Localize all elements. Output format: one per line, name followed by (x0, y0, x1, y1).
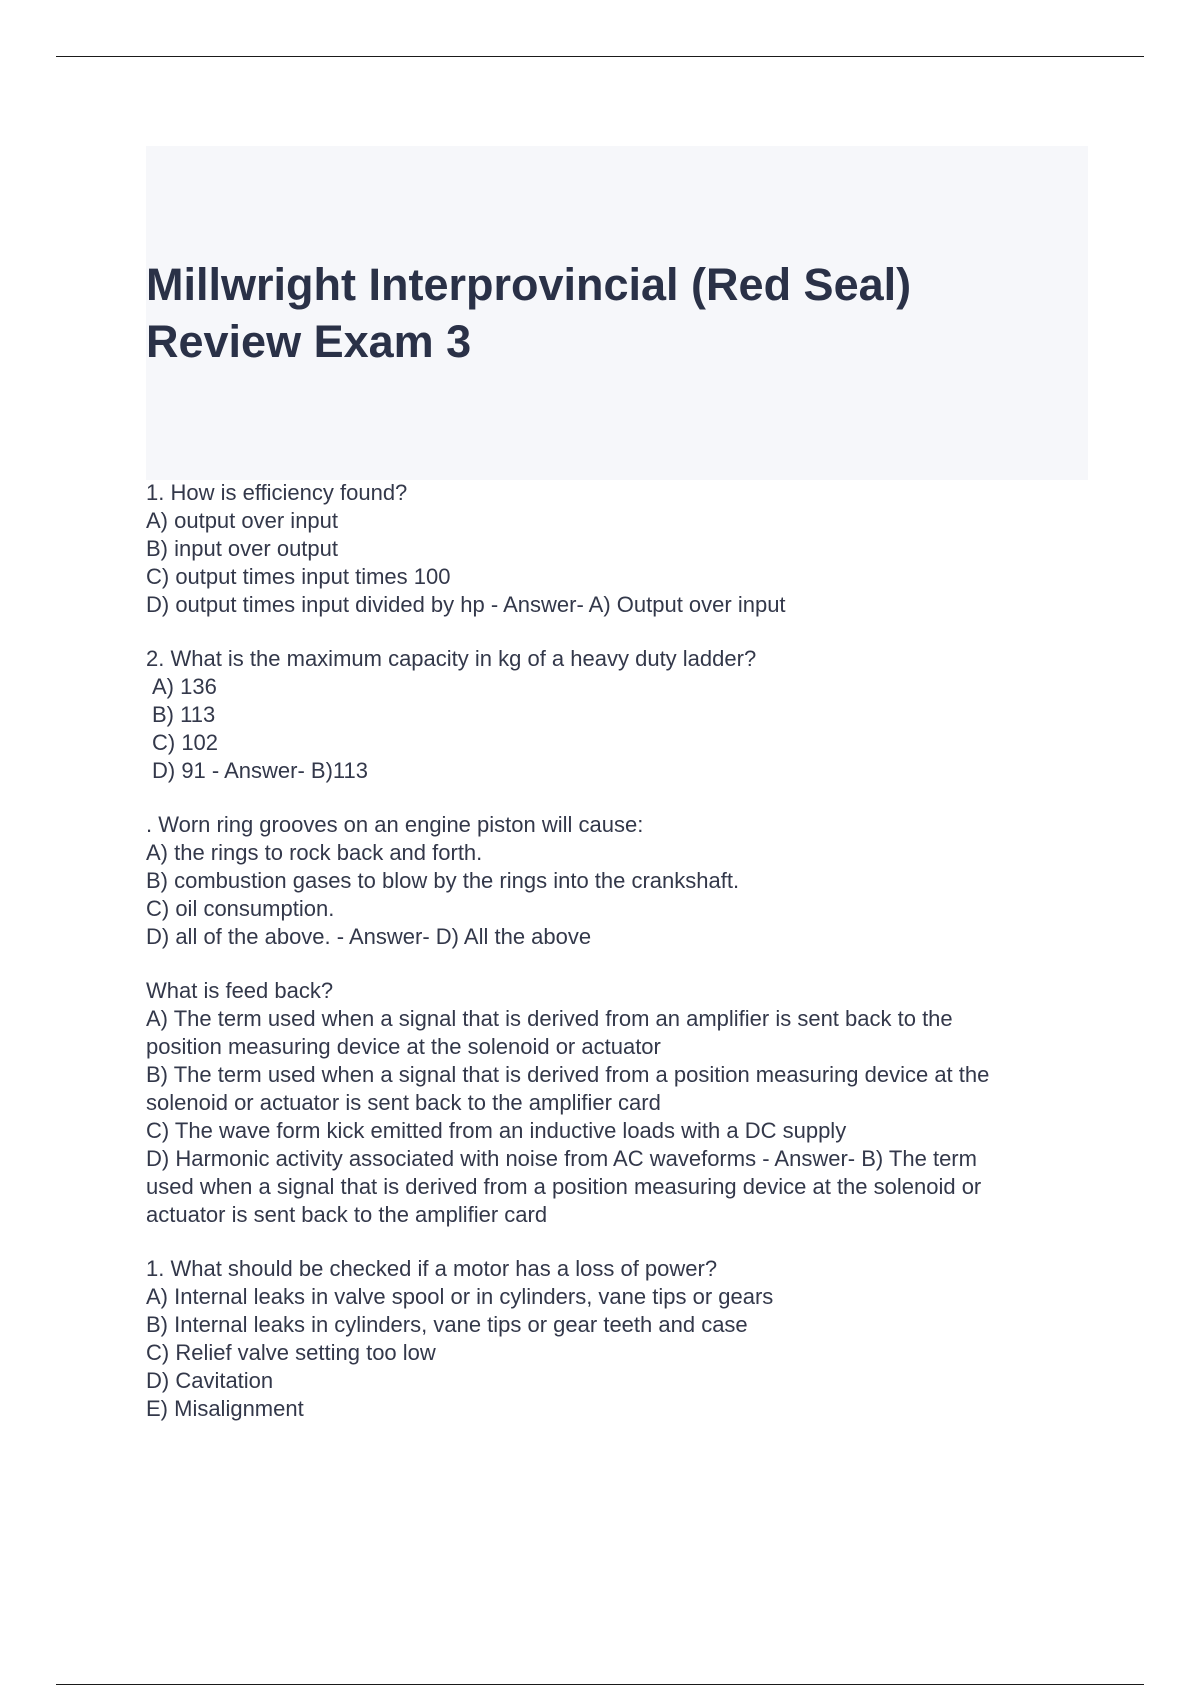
document-title-line-1: Millwright Interprovincial (Red Seal) (146, 259, 912, 310)
document-title (146, 256, 1046, 370)
question-text: 2. What is the maximum capacity in kg of a heavy duty ladder? (146, 646, 757, 671)
question-text: . Worn ring grooves on an engine piston will cause: (146, 812, 644, 837)
question-list (146, 479, 1086, 1449)
answer-option: E) Misalignment (146, 1396, 304, 1421)
answer-option-continued: position measuring device at the solenoid or actuator (146, 1034, 661, 1059)
answer-option: A) the rings to rock back and forth. (146, 840, 483, 865)
header-rule (56, 56, 1144, 57)
answer-option: C) Relief valve setting too low (146, 1340, 436, 1365)
answer-option-continued: actuator is sent back to the amplifier card (146, 1202, 548, 1227)
question-block (146, 977, 1086, 1229)
answer-option: D) 91 - Answer- B)113 (152, 758, 369, 783)
answer-option: B) combustion gases to blow by the rings into the crankshaft. (146, 868, 740, 893)
answer-option: A) 136 (152, 674, 217, 699)
answer-option: A) Internal leaks in valve spool or in cylinders, vane tips or gears (146, 1284, 774, 1309)
answer-option: B) Internal leaks in cylinders, vane tips or gear teeth and case (146, 1312, 748, 1337)
answer-option-continued: solenoid or actuator is sent back to the amplifier card (146, 1090, 661, 1115)
answer-option: D) output times input divided by hp - Answer- A) Output over input (146, 592, 786, 617)
footer-rule (56, 1684, 1144, 1685)
answer-option: B) 113 (152, 702, 216, 727)
answer-option: C) 102 (152, 730, 219, 755)
answer-option: A) output over input (146, 508, 339, 533)
document-title-line-2: Review Exam 3 (146, 316, 472, 367)
question-block (146, 811, 1086, 951)
answer-option: B) input over output (146, 536, 339, 561)
answer-option: A) The term used when a signal that is derived from an amplifier is sent back to the (146, 1006, 953, 1031)
answer-option: B) The term used when a signal that is derived from a position measuring device at the (146, 1062, 990, 1087)
answer-option: C) The wave form kick emitted from an inductive loads with a DC supply (146, 1118, 847, 1143)
question-block (146, 479, 1086, 619)
answer-option: D) all of the above. - Answer- D) All the above (146, 924, 592, 949)
question-block (146, 1255, 1086, 1423)
answer-option: D) Cavitation (146, 1368, 274, 1393)
question-block (146, 645, 1086, 785)
question-text: What is feed back? (146, 978, 334, 1003)
answer-option: C) output times input times 100 (146, 564, 451, 589)
question-text: 1. How is efficiency found? (146, 480, 408, 505)
answer-option: C) oil consumption. (146, 896, 335, 921)
question-text: 1. What should be checked if a motor has a loss of power? (146, 1256, 718, 1281)
answer-option-continued: used when a signal that is derived from a position measuring device at the solenoid or (146, 1174, 982, 1199)
answer-option: D) Harmonic activity associated with noise from AC waveforms - Answer- B) The term (146, 1146, 977, 1171)
